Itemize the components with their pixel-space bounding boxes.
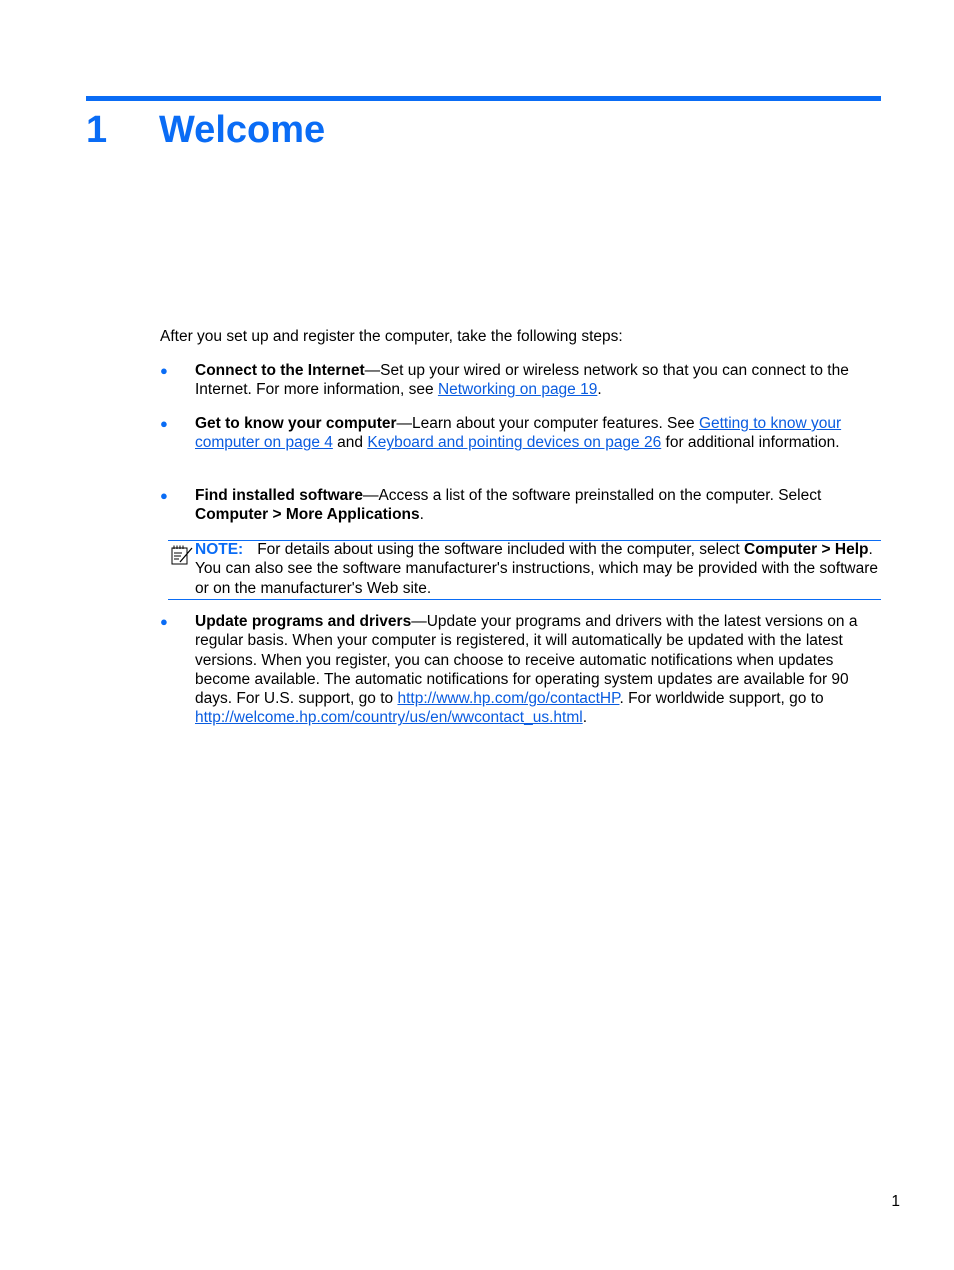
list-item-body: . (597, 381, 602, 399)
list-item-body: for additional information. (661, 434, 840, 452)
list-item-body: —Access a list of the software preinstalled on the computer. Select (362, 487, 822, 504)
list-item-body: . (419, 506, 424, 524)
list-item-text (195, 361, 881, 400)
intro-paragraph: After you set up and register the computer, take the following steps: (160, 328, 623, 345)
list-item-body: —Update your programs and drivers with the latest versions on a regular basis. When your computer is registered, it will automatically be updated with the latest versions. When you register, you can choose to receive automatic notifications when updates become available. The automatic notifications for operating system updates are available for 90 days. For U.S. support, go to (195, 613, 858, 708)
list-item-text (195, 414, 881, 453)
list-item-term: Connect to the Internet (195, 362, 365, 379)
note-icon (170, 543, 194, 567)
bullet-icon: ● (160, 363, 168, 378)
chapter-title: Welcome (159, 109, 326, 151)
link-keyboard-pointing[interactable]: Keyboard and pointing devices on page 26 (367, 434, 662, 452)
page-number: 1 (891, 1193, 900, 1210)
note-body: For details about using the software included with the computer, select (257, 541, 745, 558)
link-networking[interactable]: Networking on page 19 (437, 381, 598, 399)
list-item-text (195, 486, 881, 525)
chapter-rule (86, 96, 881, 101)
list-item-body: —Learn about your computer features. See (396, 415, 699, 432)
link-worldwide-contact[interactable]: http://welcome.hp.com/country/us/en/wwcontact_us.html (195, 709, 583, 727)
note-body: . You can also see the software manufacturer's instructions, which may be provided with the software or on the manufacturer's Web site. (195, 541, 879, 597)
list-item-term: Get to know your computer (195, 415, 397, 432)
chapter-heading (86, 106, 881, 154)
note-box (168, 540, 881, 600)
note-text (195, 540, 881, 598)
link-getting-to-know[interactable]: Getting to know your computer on page 4 (195, 415, 842, 452)
list-item-body: and (332, 434, 368, 452)
list-item-body: . (582, 709, 587, 727)
link-contact-hp[interactable]: http://www.hp.com/go/contactHP (397, 690, 620, 708)
note-label: NOTE: (195, 541, 244, 558)
list-item-body: —Set up your wired or wireless network so that you can connect to the Internet. For more information, see (195, 362, 849, 399)
list-item-body: . For worldwide support, go to (619, 690, 824, 708)
menu-path: Computer > More Applications (195, 506, 420, 524)
list-item-text (195, 612, 881, 728)
list-item-term: Find installed software (195, 487, 363, 504)
menu-path: Computer > Help (744, 541, 869, 558)
bullet-icon: ● (160, 614, 168, 629)
bullet-icon: ● (160, 488, 168, 503)
chapter-number: 1 (86, 109, 108, 151)
bullet-icon: ● (160, 416, 168, 431)
list-item-term: Update programs and drivers (195, 613, 412, 630)
